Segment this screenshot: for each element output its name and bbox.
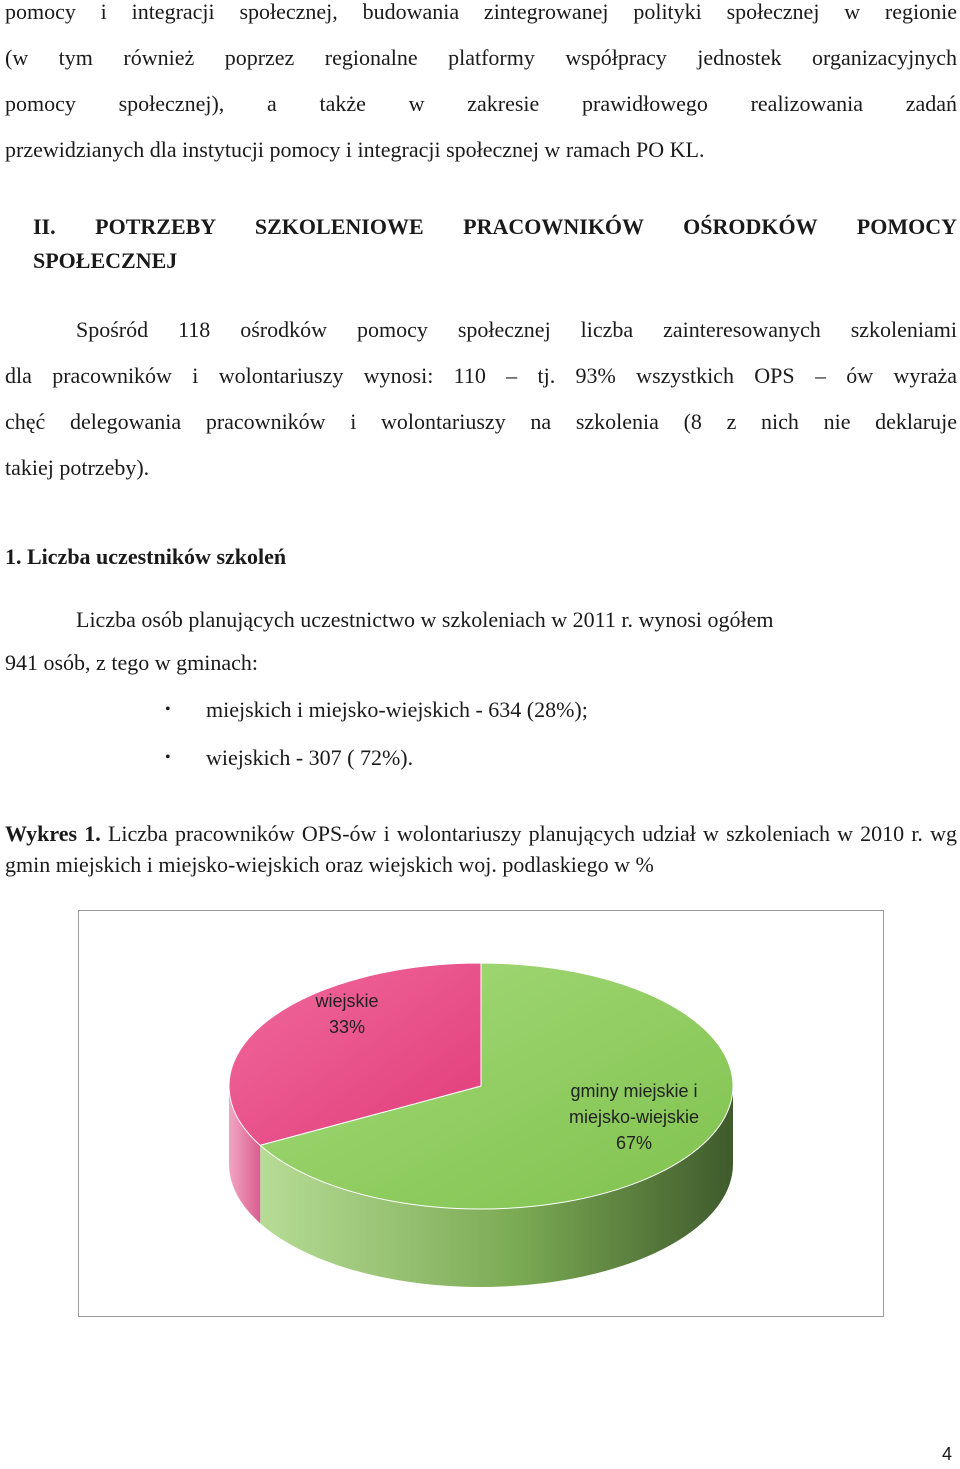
text-line: chęć delegowania pracowników i wolontariuszy na szkolenia (8 z nich nie deklaruje [5,409,957,434]
list-item-text: miejskich i miejsko-wiejskich - 634 (28%); [206,697,588,722]
subheading: 1. Liczba uczestników szkoleń [5,544,287,569]
text-line: 941 osób, z tego w gminach: [5,650,258,675]
text-line: takiej potrzeby). [5,455,150,480]
figure-caption-text: Liczba pracowników OPS-ów i wolontariuszy planujących udział w szkoleniach w 2010 r. wg gmin miejskich i miejsko-wiejskich oraz wiejskich woj. podlaskiego w % [5,821,957,877]
pie-slice-label: wiejskie 33% [315,991,379,1037]
figure-caption-prefix: Wykres 1. [5,821,101,846]
chart-frame [78,910,884,1317]
bullet-icon: • [165,701,171,718]
bullet-icon: • [165,749,171,766]
section-heading-line2: SPOŁECZNEJ [33,248,178,273]
page-number: 4 [941,1444,952,1464]
list-item [165,736,588,784]
section-heading [5,211,957,243]
text-line: przewidzianych dla instytucji pomocy i integracji społecznej w ramach PO KL. [5,137,705,162]
text-line: pomocy i integracji społecznej, budowania zintegrowanej polityki społecznej w regionie [5,0,957,24]
list-item-text: wiejskich - 307 ( 72%). [206,745,414,770]
text-line: pomocy społecznej), a także w zakresie prawidłowego realizowania zadań [5,91,957,116]
text-line: (w tym również poprzez regionalne platformy współpracy jednostek organizacyjnych [5,45,957,70]
pie-slice-label: gminy miejskie i miejsko-wiejskie 67% [568,1081,700,1153]
text-line: Spośród 118 ośrodków pomocy społecznej liczba zainteresowanych szkoleniami [76,317,957,342]
text-line: Liczba osób planujących uczestnictwo w szkoleniach w 2011 r. wynosi ogółem [76,607,774,632]
bullet-list [165,688,588,784]
pie-chart [79,911,883,1316]
list-item [165,688,588,736]
figure-caption [5,818,957,880]
section-heading-line1: II. POTRZEBY SZKOLENIOWE PRACOWNIKÓW OŚRODKÓW POMOCY [33,214,957,239]
text-line: dla pracowników i wolontariuszy wynosi: 110 – tj. 93% wszystkich OPS – ów wyraża [5,363,957,388]
